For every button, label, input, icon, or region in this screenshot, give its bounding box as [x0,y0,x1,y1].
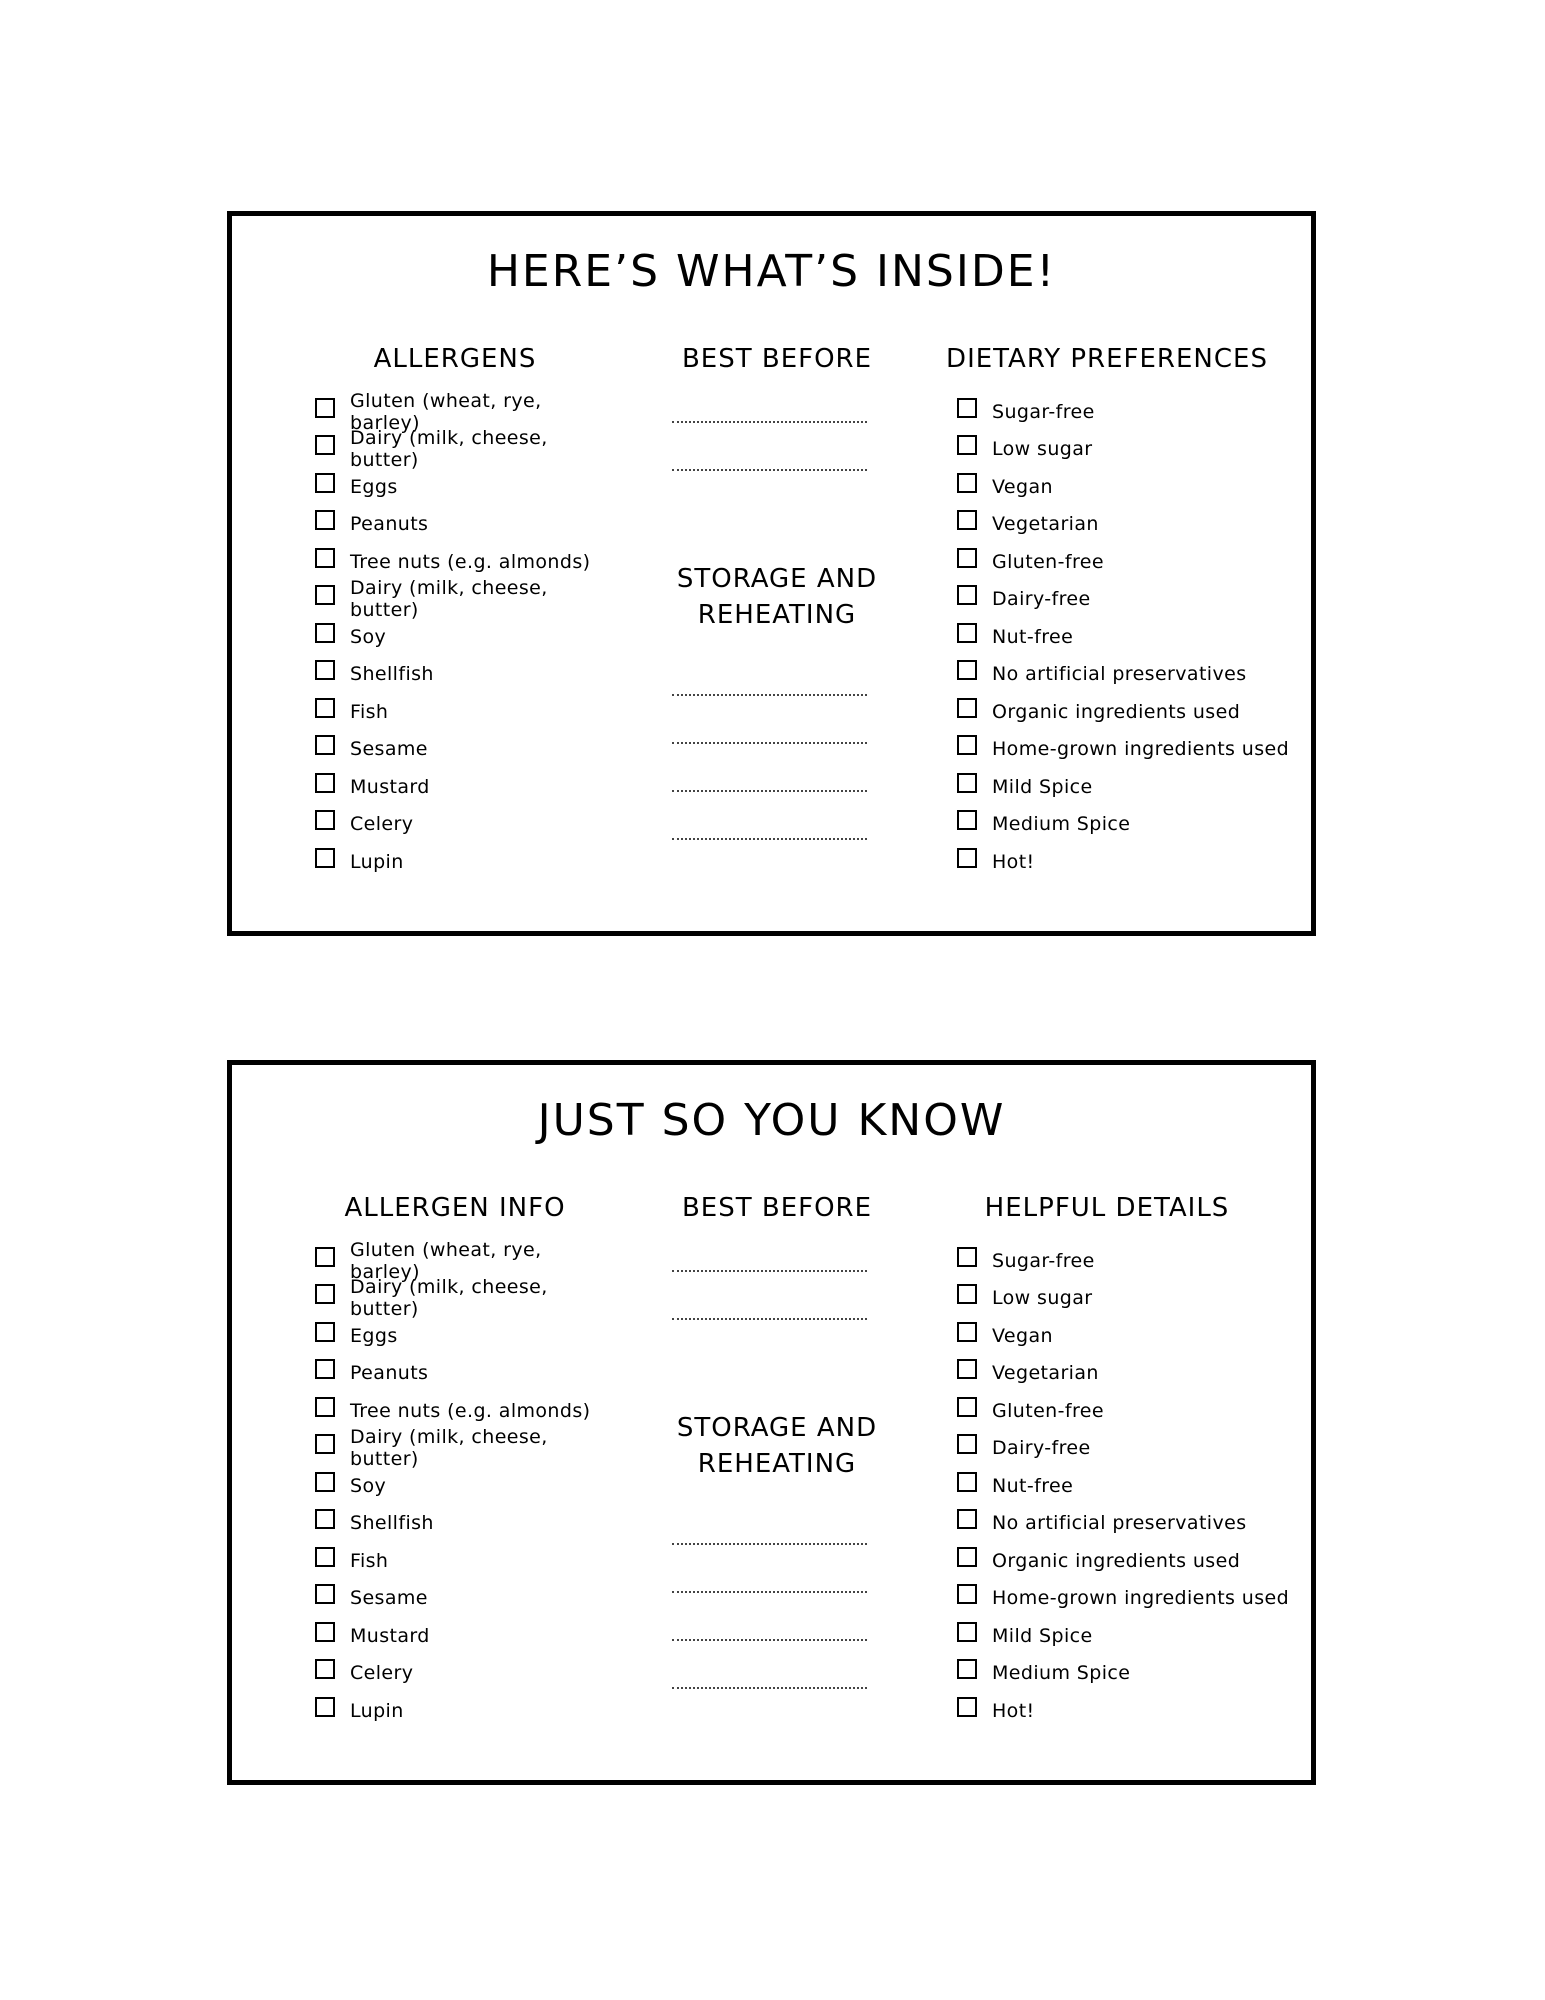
checkbox-label: Dairy-free [992,1437,1091,1460]
best-before-heading: BEST BEFORE [681,344,873,374]
checkbox[interactable] [315,1659,335,1679]
checkbox-item [315,806,615,844]
checkbox-label: Sesame [350,738,428,761]
allergen-list [315,1238,615,1730]
checkbox-label: Fish [350,700,389,723]
checkbox-item [315,1392,615,1430]
storage-heading-line: STORAGE AND [676,564,878,594]
checkbox-label: Lupin [350,1699,404,1722]
checkbox-label: Gluten (wheat, rye, barley) [350,389,542,434]
checkbox-label: Eggs [350,475,398,498]
checkbox[interactable] [957,473,977,493]
checkbox-item [957,1617,1297,1655]
allergen-list [315,389,615,881]
checkbox[interactable] [315,1359,335,1379]
checkbox-item [957,506,1297,544]
checkbox-item [315,731,615,769]
checkbox-item [315,693,615,731]
checkbox-item [315,1505,615,1543]
checkbox-item [957,1655,1297,1693]
checkbox[interactable] [957,1284,977,1304]
checkbox-label: Organic ingredients used [992,1549,1241,1572]
checkbox-label: Celery [350,1662,414,1685]
checkbox-label: Mild Spice [992,1624,1093,1647]
checkbox-item [315,1542,615,1580]
checkbox-label: Medium Spice [992,1662,1131,1685]
checkbox-label: Lupin [350,850,404,873]
allergen-info-heading: ALLERGEN INFO [344,1193,566,1223]
storage-heading-line: REHEATING [697,600,857,630]
best-before-line[interactable] [672,469,867,471]
checkbox-label: No artificial preservatives [992,663,1247,686]
storage-heading-line: STORAGE AND [676,1413,878,1443]
checkbox[interactable] [315,773,335,793]
storage-heading [652,1410,902,1482]
storage-heading-line: REHEATING [697,1449,857,1479]
checkbox[interactable] [957,735,977,755]
checkbox-label: Dairy (milk, cheese, butter) [350,1276,548,1321]
checkbox-label: Vegan [992,1324,1053,1347]
checkbox[interactable] [315,473,335,493]
checkbox[interactable] [315,1472,335,1492]
storage-line[interactable] [672,1591,867,1593]
checkbox-item [957,618,1297,656]
checkbox[interactable] [957,585,977,605]
checkbox-item [957,1467,1297,1505]
checkbox[interactable] [315,735,335,755]
checkbox-item [957,1692,1297,1730]
helpful-details-list [957,1242,1297,1730]
checkbox[interactable] [315,1397,335,1417]
dietary-preferences-heading: DIETARY PREFERENCES [946,344,1268,374]
checkbox-item [315,1317,615,1355]
checkbox[interactable] [315,1322,335,1342]
checkbox[interactable] [957,1509,977,1529]
checkbox-item [315,1580,615,1618]
checkbox-label: Gluten (wheat, rye, barley) [350,1238,542,1283]
best-before-line[interactable] [672,421,867,423]
checkbox[interactable] [315,660,335,680]
checkbox-item [315,768,615,806]
checkbox-label: Home-grown ingredients used [992,738,1290,761]
storage-heading [652,561,902,633]
checkbox-item [315,1655,615,1693]
checkbox-item [957,1317,1297,1355]
checkbox-label: Home-grown ingredients used [992,1587,1290,1610]
best-before-line[interactable] [672,1270,867,1272]
checkbox-item [315,1692,615,1730]
checkbox-label: Hot! [992,850,1035,873]
checkbox[interactable] [315,623,335,643]
checkbox-item [315,506,615,544]
best-before-line[interactable] [672,1318,867,1320]
checkbox[interactable] [315,548,335,568]
checkbox[interactable] [957,1359,977,1379]
checkbox[interactable] [315,1622,335,1642]
checkbox[interactable] [957,1622,977,1642]
checkbox[interactable] [957,623,977,643]
checkbox-item [957,1542,1297,1580]
checkbox-label: No artificial preservatives [992,1512,1247,1535]
checkbox-item [315,843,615,881]
checkbox-label: Organic ingredients used [992,700,1241,723]
checkbox-item [957,1392,1297,1430]
checkbox[interactable] [957,698,977,718]
checkbox[interactable] [957,435,977,455]
checkbox-item [957,393,1297,431]
checkbox[interactable] [315,1547,335,1567]
allergens-heading: ALLERGENS [373,344,537,374]
storage-line[interactable] [672,694,867,696]
checkbox-label: Sugar-free [992,400,1095,423]
storage-line[interactable] [672,838,867,840]
card-title: JUST SO YOU KNOW [537,1095,1006,1146]
checkbox-item [957,431,1297,469]
checkbox-label: Shellfish [350,663,434,686]
checkbox-item [315,389,615,434]
checkbox-label: Vegan [992,475,1053,498]
checkbox-item [957,468,1297,506]
storage-line[interactable] [672,1687,867,1689]
checkbox-item [957,843,1297,881]
checkbox[interactable] [957,1322,977,1342]
checkbox-item [957,543,1297,581]
checkbox-label: Mustard [350,775,430,798]
checkbox-label: Dairy-free [992,588,1091,611]
checkbox-label: Shellfish [350,1512,434,1535]
card-title: HERE’S WHAT’S INSIDE! [486,246,1057,297]
checkbox[interactable] [957,1584,977,1604]
checkbox[interactable] [957,510,977,530]
checkbox[interactable] [315,1697,335,1717]
checkbox-label: Eggs [350,1324,398,1347]
storage-line[interactable] [672,742,867,744]
checkbox-item [315,427,615,472]
checkbox-item [957,656,1297,694]
checkbox-label: Mild Spice [992,775,1093,798]
checkbox-label: Gluten-free [992,1399,1104,1422]
checkbox-item [315,618,615,656]
storage-line[interactable] [672,1543,867,1545]
checkbox-item [315,1467,615,1505]
checkbox-label: Mustard [350,1624,430,1647]
checkbox-label: Peanuts [350,1362,429,1385]
checkbox[interactable] [957,1659,977,1679]
checkbox-label: Fish [350,1549,389,1572]
checkbox[interactable] [315,435,335,455]
checkbox-label: Medium Spice [992,813,1131,836]
checkbox[interactable] [957,773,977,793]
checkbox-label: Gluten-free [992,550,1104,573]
checkbox[interactable] [957,1397,977,1417]
checkbox-item [957,581,1297,619]
helpful-details-heading: HELPFUL DETAILS [984,1193,1230,1223]
checkbox-label: Soy [350,625,387,648]
label-card-2 [227,1060,1316,1785]
checkbox[interactable] [957,1472,977,1492]
checkbox-label: Vegetarian [992,1362,1099,1385]
checkbox[interactable] [957,548,977,568]
checkbox[interactable] [315,1284,335,1304]
checkbox-item [315,656,615,694]
best-before-heading: BEST BEFORE [681,1193,873,1223]
checkbox[interactable] [957,660,977,680]
checkbox[interactable] [957,1697,977,1717]
checkbox-item [957,731,1297,769]
checkbox-label: Vegetarian [992,513,1099,536]
checkbox-label: Dairy (milk, cheese, butter) [350,427,548,472]
checkbox-item [315,468,615,506]
checkbox[interactable] [315,398,335,418]
checkbox-item [315,1276,615,1321]
checkbox-item [315,1426,615,1471]
checkbox[interactable] [957,810,977,830]
checkbox-label: Sugar-free [992,1249,1095,1272]
storage-line[interactable] [672,1639,867,1641]
checkbox-label: Sesame [350,1587,428,1610]
checkbox[interactable] [315,1247,335,1267]
checkbox-item [957,693,1297,731]
checkbox-label: Low sugar [992,1287,1093,1310]
checkbox-label: Dairy (milk, cheese, butter) [350,1426,548,1471]
label-card-1 [227,211,1316,936]
checkbox-item [957,1355,1297,1393]
checkbox-label: Low sugar [992,438,1093,461]
checkbox-label: Nut-free [992,1474,1074,1497]
checkbox-item [315,577,615,622]
checkbox-label: Tree nuts (e.g. almonds) [350,550,591,573]
checkbox[interactable] [957,398,977,418]
checkbox-item [315,543,615,581]
checkbox[interactable] [957,1247,977,1267]
checkbox-item [957,1280,1297,1318]
checkbox-label: Dairy (milk, cheese, butter) [350,577,548,622]
checkbox-label: Celery [350,813,414,836]
checkbox-item [957,1242,1297,1280]
checkbox-item [957,1430,1297,1468]
checkbox[interactable] [315,1509,335,1529]
checkbox[interactable] [315,585,335,605]
checkbox-label: Peanuts [350,513,429,536]
checkbox-item [957,768,1297,806]
checkbox[interactable] [315,510,335,530]
checkbox-label: Hot! [992,1699,1035,1722]
checkbox-item [315,1238,615,1283]
checkbox[interactable] [957,1547,977,1567]
checkbox[interactable] [315,698,335,718]
checkbox[interactable] [957,848,977,868]
checkbox[interactable] [315,1434,335,1454]
checkbox-item [957,1580,1297,1618]
checkbox[interactable] [957,1434,977,1454]
dietary-list [957,393,1297,881]
checkbox[interactable] [315,1584,335,1604]
checkbox-item [315,1617,615,1655]
checkbox[interactable] [315,848,335,868]
checkbox[interactable] [315,810,335,830]
checkbox-item [957,1505,1297,1543]
checkbox-label: Tree nuts (e.g. almonds) [350,1399,591,1422]
storage-line[interactable] [672,790,867,792]
checkbox-item [315,1355,615,1393]
checkbox-label: Nut-free [992,625,1074,648]
checkbox-item [957,806,1297,844]
checkbox-label: Soy [350,1474,387,1497]
